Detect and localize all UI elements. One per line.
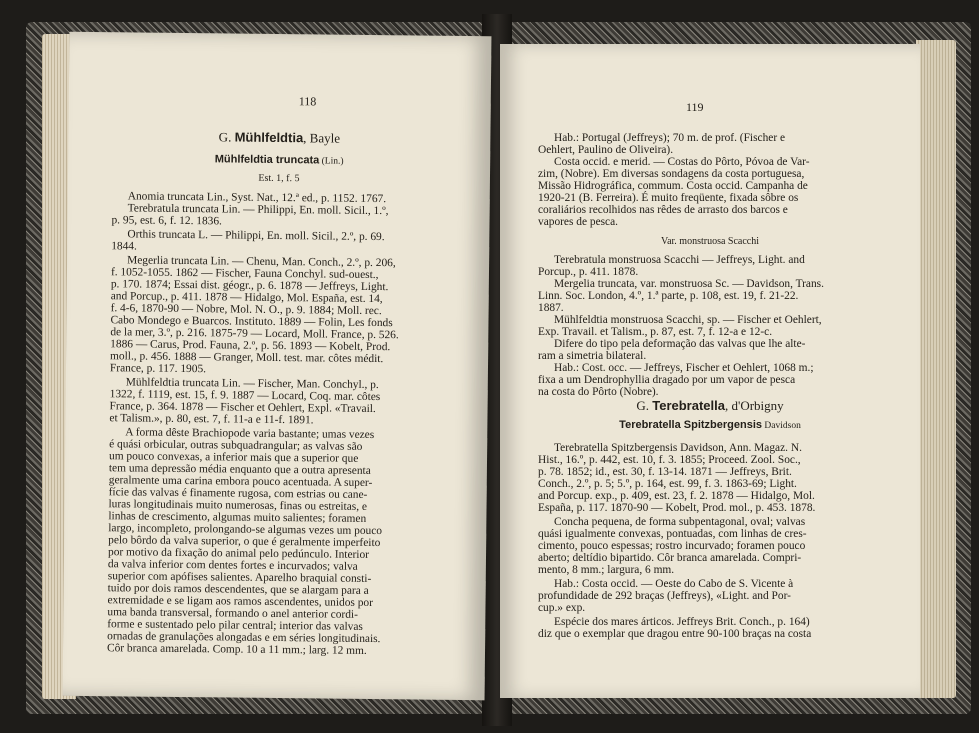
text-line: tem uma depressão média enquanto que a outra apresenta [108, 462, 371, 477]
text-line: geralmente uma carina embora pouco acentuada. A super- [108, 474, 373, 490]
text-line: tuido por dois ramos descendentes, que se alargam para a [107, 582, 369, 597]
text-line: Hab.: Costa occid. — Oeste do Cabo de S. Vicente à [554, 578, 794, 590]
text-line: España, p. 117. 1870-90 — Kobelt, Prod. mol., p. 453. 1878. [538, 502, 816, 514]
text-line: 1886 — Carus, Prod. Fauna, 2.º, p. 56. 1893 — Kobelt, Prod. [110, 338, 391, 354]
text-line: 1844. [111, 240, 137, 253]
text-line: cup.» exp. [538, 602, 586, 614]
text-line: aberto; deltídio bipartido. Côr branca amarelada. Compri- [538, 552, 802, 564]
text-line: Espécie dos mares árticos. Jeffreys Brit. Conch., p. 164) [554, 616, 810, 628]
text-line: f. 1052-1055. 1862 — Fischer, Fauna Conchyl. sud-ouest., [110, 266, 379, 282]
text-line: moll., p. 456. 1888 — Granger, Moll. test. mar. côtes médit. [110, 350, 384, 366]
text-line: Costa occid. e merid. — Costas do Pôrto, Póvoa de Var- [554, 156, 810, 168]
text-line: Hab.: Portugal (Jeffreys); 70 m. de prof. (Fischer e [554, 132, 786, 144]
text-line: fixa a um Dendrophyllia dragado por um vapor de pesca [538, 374, 796, 386]
text-line: profundidade de 292 braças (Jeffreys), «Light. and Por- [538, 590, 791, 602]
text-line: Cabo Mondego e Buarcos. Instituto. 1889 — Folin, Les fonds [110, 314, 393, 330]
text-line: quási igualmente convexas, pontuadas, com linhas de cres- [538, 528, 807, 540]
text-line: fície das valvas é finamente rugosa, com estrias ou cane- [108, 486, 368, 501]
text-line: Hab.: Cost. occ. — Jeffreys, Fischer et Oehlert, 1068 m.; [554, 362, 814, 374]
text-line: Difere do tipo pela deformação das valvas que lhe alte- [554, 338, 806, 350]
text-line: linhas de crescimento, algumas muito salientes; foramen [108, 510, 367, 525]
species-heading: Mühlfeldtia truncata (Lin.) [214, 153, 344, 167]
genus-heading: G. Mühlfeldtia, Bayle [218, 129, 341, 146]
text-line: coraliários recolhidos nas rêdes de arrasto dos barcos e [538, 204, 788, 216]
text-line: Mergelia truncata, var. monstruosa Sc. — Davidson, Trans. [554, 278, 824, 290]
page-number: 118 [298, 94, 317, 109]
text-line: um pouco convexas, a inferior mais que a superior que [108, 450, 359, 465]
text-line: p. 170. 1874; Essai dist. géogr., p. 6. 1878 — Jeffreys, Light. [110, 278, 389, 294]
text-line: vapores de pesca. [538, 216, 619, 228]
text-line: Oehlert, Paulino de Oliveira). [538, 144, 674, 156]
text-line: Megerlia truncata Lin. — Chenu, Man. Conch., 2.º, p. 206, [127, 254, 396, 270]
text-line: pelo bôrdo da valva superior, o que é geralmente imperfeito [108, 534, 381, 550]
text-line: Concha pequena, de forma subpentagonal, oval; valvas [554, 516, 806, 528]
text-line: Exp. Travail. et Talism., p. 87, est. 7, f. 12-a e 12-c. [538, 326, 773, 338]
text-line: p. 78. 1852; id., est. 30, f. 13-14. 1871 — Jeffreys, Brit. [538, 466, 792, 478]
genus-heading: G. Terebratella, d'Orbigny [636, 398, 784, 413]
text-line: da valva inferior com dentes fortes e incurvados; valva [107, 558, 358, 573]
text-line: zim, (Nobre). Em diversas sondagens da costa portuguesa, [538, 168, 805, 180]
text-line: Linn. Soc. London, 4.º, 1.ª parte, p. 108, est. 19, f. 21-22. [538, 290, 799, 302]
text-line: na costa do Pôrto (Nobre). [538, 386, 659, 398]
text-line: por motivo da fixação do animal pelo pedúnculo. Interior [107, 546, 370, 561]
text-line: luras longitudinais muito numerosas, finas ou estreitas, e [108, 498, 368, 513]
text-line: extremidade e se ligam aos ramos ascendentes, unidos por [107, 594, 373, 610]
text-line: Anomia truncata Lin., Syst. Nat., 12.ª ed., p. 1152. 1767. [127, 190, 387, 206]
text-line: diz que o exemplar que dragou entre 90-100 braças na costa [538, 628, 812, 640]
text-line: ornadas de granulações alongadas e em séries longitudinais. [107, 630, 381, 646]
text-line: superior com apófises salientes. Aparelho braquial consti- [107, 570, 372, 585]
right-page-edges [916, 40, 956, 698]
text-line: Conch., 2.º, p. 5; 5.º, p. 164, est. 99, f. 3. 1863-69; Light. [538, 478, 797, 490]
text-line: Hist., 16.º, p. 442, est. 10, f. 3. 1855; Proceed. Zool. Soc., [538, 454, 801, 466]
text-line: Missão Hidrográfica, commum. Costa occid. Campanha de [538, 180, 808, 192]
text-line: Orthis truncata L. — Philippi, En. moll. Sicil., 2.º, p. 69. [127, 228, 385, 244]
text-line: Terebratula truncata Lin. — Philippi, En. moll. Sicil., 1.º, [127, 202, 389, 218]
page-number: 119 [686, 100, 704, 114]
text-line: Terebratula monstruosa Scacchi — Jeffreys, Light. and [554, 254, 805, 266]
text-line: 1887. [538, 302, 564, 314]
text-line: forme e sustentado pelo pilar central; interior das valvas [107, 618, 363, 633]
text-line: and Porcup. exp., p. 409, est. 23, f. 2. 1878 — Hidalgo, Mol. [538, 490, 815, 502]
text-line: 1322, f. 1119, est. 15, f. 9. 1887 — Locard, Coq. mar. côtes [109, 388, 381, 404]
variety-heading: Var. monstruosa Scacchi [660, 236, 760, 247]
text-line: cimento, pouco espessas; rostro incurvado; foramen pouco [538, 540, 806, 552]
text-line: uma banda transversal, formando o anel anterior cordi- [107, 606, 358, 621]
text-line: p. 95, est. 6, f. 12. 1836. [111, 214, 222, 228]
text-line: Mühlfeldtia monstruosa Scacchi, sp. — Fischer et Oehlert, [554, 314, 822, 326]
species-heading: Terebratella Spitzbergensis Davidson [619, 419, 801, 431]
text-line: Côr branca amarelada. Comp. 10 a 11 mm.; larg. 12 mm. [106, 642, 367, 657]
right-page [500, 44, 920, 698]
text-line: Mühlfeldtia truncata Lin. — Fischer, Man. Conchyl., p. [125, 376, 379, 392]
text-line: mento, 8 mm.; largura, 6 mm. [538, 564, 675, 576]
text-line: de la mer, 3.º, p. 216. 1875-79 — Locard, Moll. France, p. 526. [110, 326, 399, 342]
text-line: 1920-21 (B. Ferreira). É muito freqüente, fixada sôbre os [538, 192, 799, 204]
text-line: France, p. 117. 1905. [109, 362, 207, 376]
text-line: f. 4-6, 1870-90 — Nobre, Mol. N. O., p. 9. 1884; Moll. rec. [110, 302, 382, 318]
left-page [63, 32, 492, 700]
text-line: Porcup., p. 411. 1878. [538, 266, 639, 278]
text-line: and Porcup., p. 411. 1878 — Hidalgo, Mol. España, est. 14, [110, 290, 383, 306]
text-line: é quási orbicular, outras subquadrangular; as valvas são [109, 438, 363, 453]
text-line: largo, incompleto, prolongando-se algumas vezes um pouco [108, 522, 383, 538]
text-line: ram a simetria bilateral. [538, 350, 647, 362]
text-line: France, p. 364. 1878 — Fischer et Oehlert, Expl. «Travail. [109, 400, 376, 416]
text-line: Terebratella Spitzbergensis Davidson, Ann. Magaz. N. [554, 442, 802, 454]
text-line: A forma dêste Brachiopode varia bastante; umas vezes [125, 426, 375, 442]
text-line: et Talism.», p. 80, est. 7, f. 11-a e 11-f. 1891. [109, 412, 314, 427]
figure-reference: Est. 1, f. 5 [258, 172, 300, 185]
